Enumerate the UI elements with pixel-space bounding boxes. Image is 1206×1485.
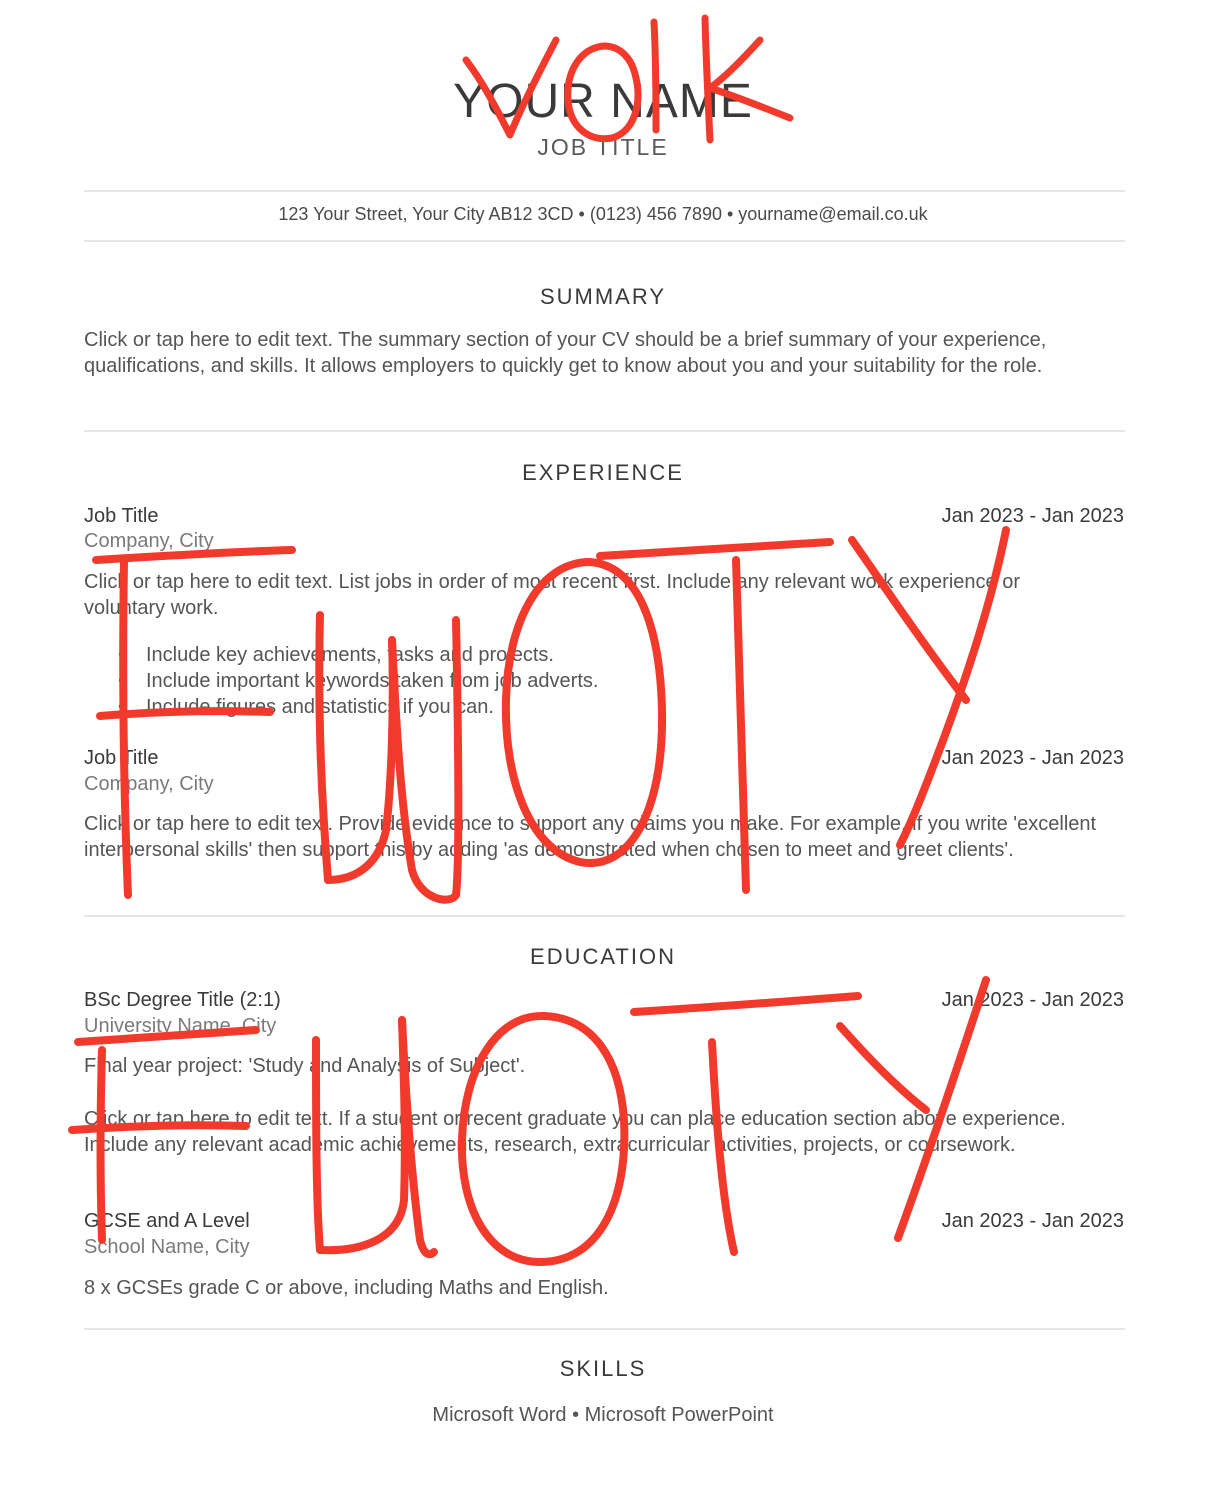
education-1-project: Final year project: 'Study and Analysis of Subject'. xyxy=(84,1055,526,1077)
divider xyxy=(84,430,1125,432)
candidate-name: YOUR NAME xyxy=(453,75,753,128)
experience-heading: EXPERIENCE xyxy=(522,460,684,485)
education-2-title: GCSE and A Level xyxy=(84,1210,250,1232)
experience-2-dates: Jan 2023 - Jan 2023 xyxy=(941,747,1124,769)
divider xyxy=(84,1328,1125,1330)
education-1-institution: University Name, City xyxy=(84,1015,277,1037)
education-heading: EDUCATION xyxy=(530,944,676,969)
list-item: • Include important keywords taken from job adverts. xyxy=(118,668,598,694)
experience-1-bullets xyxy=(118,642,598,720)
education-2-text: 8 x GCSEs grade C or above, including Maths and English. xyxy=(84,1277,609,1299)
experience-1-text: Click or tap here to edit text. List jobs in order of most recent first. Include any relevant work experience or voluntary work. xyxy=(84,571,1020,619)
education-1-title: BSc Degree Title (2:1) xyxy=(84,989,281,1011)
experience-2-text: Click or tap here to edit text. Provide evidence to support any claims you make. For example, if you write 'excellent interpersonal skills' then support this by adding 'as demonstrated when chosen to meet and greet clients'. xyxy=(84,813,1097,861)
divider xyxy=(84,190,1125,192)
experience-2-title: Job Title xyxy=(84,747,159,769)
education-1-text: Click or tap here to edit text. If a student or recent graduate you can place education section above experience. Include any relevant academic achievements, research, extracurricular activities, projects, or coursework. xyxy=(84,1108,1066,1156)
education-2-dates: Jan 2023 - Jan 2023 xyxy=(941,1210,1124,1232)
list-item: • Include figures and statistics if you can. xyxy=(118,694,598,720)
education-2-school: School Name, City xyxy=(84,1236,250,1258)
list-item: • Include key achievements, tasks and projects. xyxy=(118,642,598,668)
contact-line: 123 Your Street, Your City AB12 3CD • (0123) 456 7890 • yourname@email.co.uk xyxy=(278,204,928,224)
skills-heading: SKILLS xyxy=(559,1356,647,1381)
divider xyxy=(84,915,1125,917)
experience-1-title: Job Title xyxy=(84,505,159,527)
skills-list: Microsoft Word • Microsoft PowerPoint xyxy=(432,1404,774,1426)
experience-1-dates: Jan 2023 - Jan 2023 xyxy=(941,505,1124,527)
education-1-dates: Jan 2023 - Jan 2023 xyxy=(941,989,1124,1011)
divider xyxy=(84,240,1125,242)
candidate-job-title: JOB TITLE xyxy=(537,134,669,160)
summary-text: Click or tap here to edit text. The summary section of your CV should be a brief summary of your experience, qualifications, and skills. It allows employers to quickly get to know about you and your suitability for the role. xyxy=(84,329,1047,377)
experience-2-company: Company, City xyxy=(84,773,214,795)
summary-heading: SUMMARY xyxy=(539,284,667,309)
experience-1-company: Company, City xyxy=(84,530,214,552)
